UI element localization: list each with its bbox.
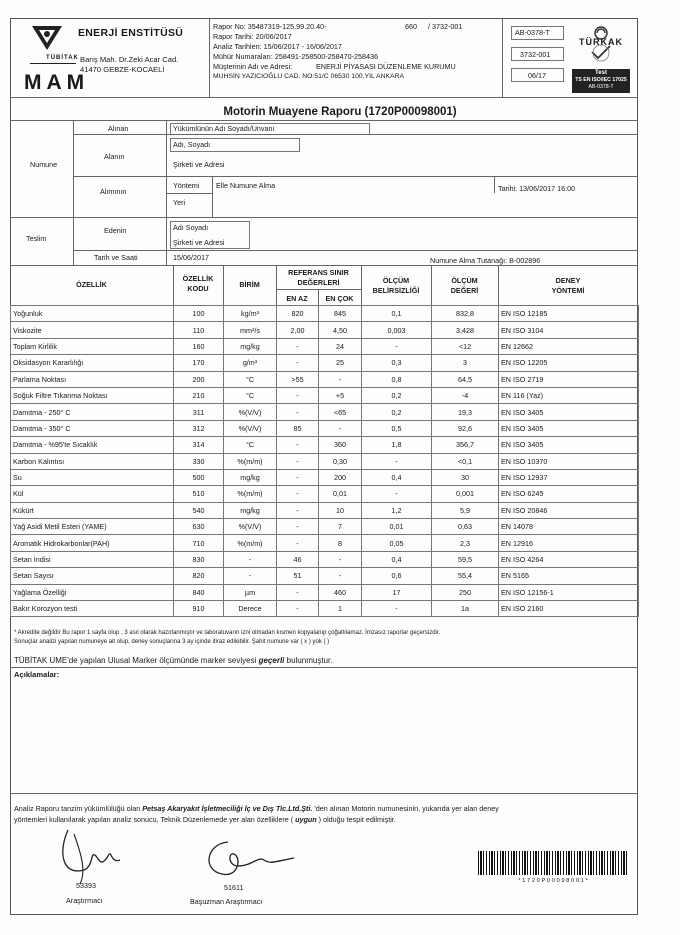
- notes-rule: [10, 667, 638, 668]
- cell-value: 64,5: [432, 371, 499, 387]
- accreditation-note: * Akredite değildir Bu rapor 1 sayfa olup , 3 asıl olarak hazırlanmıştır ve laboratuvarın izni olmadan kısmen kopyalanıp çoğaltılamaz. İmzasız raporlar geçersizdir.: [14, 630, 441, 636]
- researcher-title: Araştırmacı: [66, 896, 103, 905]
- cell-value: <12: [432, 338, 499, 354]
- turkak-logo: [572, 24, 630, 94]
- cell-property: Kükürt: [11, 502, 174, 518]
- taker-company-label: Şirketi ve Adresi: [173, 160, 225, 169]
- cell-uncertainty: -: [362, 453, 432, 469]
- col-divider: [361, 265, 362, 305]
- cell-uncertainty: -: [362, 338, 432, 354]
- cell-value: 19,3: [432, 404, 499, 420]
- cell-max: 8: [319, 535, 362, 551]
- cell-uncertainty: -: [362, 486, 432, 502]
- cell-uncertainty: -: [362, 601, 432, 617]
- row-rule: [73, 176, 638, 177]
- cell-code: 840: [174, 584, 224, 600]
- cell-property: Damıtma - 350° C: [11, 420, 174, 436]
- cell-unit: %(m/m): [224, 535, 277, 551]
- cell-code: 170: [174, 355, 224, 371]
- org-name: TÜBİTAK: [46, 55, 79, 61]
- cell-value: 356,7: [432, 437, 499, 453]
- cell-property: Su: [11, 469, 174, 485]
- cell-property: Setan İndisi: [11, 551, 174, 567]
- cell-uncertainty: 0,2: [362, 404, 432, 420]
- report-number-suffix: 660: [405, 22, 417, 31]
- analysis-dates: Analiz Tarihleri: 15/06/2017 - 16/06/2017: [213, 42, 342, 51]
- cell-value: 3: [432, 355, 499, 371]
- table-row: [11, 519, 639, 535]
- conclusion-line1: [14, 804, 499, 813]
- row-rule: [10, 217, 638, 218]
- institute-address-line1: Barış Mah. Dr.Zeki Acar Cad.: [80, 55, 179, 64]
- cell-min: 51: [277, 568, 319, 584]
- explanations-label: Açıklamalar:: [14, 670, 60, 679]
- cell-property: Yoğunluk: [11, 306, 174, 322]
- conformity-result: uygun: [295, 815, 317, 824]
- cell-uncertainty: 1,2: [362, 502, 432, 518]
- header-divider: [209, 18, 210, 97]
- date-divider: [494, 177, 495, 193]
- received-label: Alınan: [108, 124, 129, 133]
- cell-code: 830: [174, 551, 224, 567]
- cell-method: EN ISO 3405: [499, 437, 639, 453]
- table-row: [11, 601, 639, 617]
- cell-min: -: [277, 519, 319, 535]
- researcher-signature: [56, 826, 126, 888]
- cell-min: -: [277, 404, 319, 420]
- table-row: [11, 437, 639, 453]
- cell-unit: °C: [224, 437, 277, 453]
- cell-code: 100: [174, 306, 224, 322]
- logo-rule: [30, 63, 76, 64]
- cell-value: <0,1: [432, 453, 499, 469]
- table-row: [11, 322, 639, 338]
- header-ref-line2: DEĞERLERİ: [297, 278, 340, 287]
- customer-name: ENERJİ PİYASASI DÜZENLEME KURUMU: [316, 62, 456, 71]
- cell-unit: µm: [224, 584, 277, 600]
- conclusion-line2: [14, 815, 396, 824]
- cell-code: 312: [174, 420, 224, 436]
- marker-result: geçerli: [258, 656, 285, 665]
- cell-max: 1: [319, 601, 362, 617]
- test-badge-line1: Test: [595, 70, 607, 76]
- ref-rule: [276, 289, 361, 290]
- researcher-number: 53393: [76, 881, 96, 890]
- cell-min: 85: [277, 420, 319, 436]
- cell-value: 2,3: [432, 535, 499, 551]
- cell-max: 200: [319, 469, 362, 485]
- place-label: Yeri: [173, 198, 186, 207]
- cell-property: Oksidasyon Kararlılığı: [11, 355, 174, 371]
- cell-method: EN ISO 20846: [499, 502, 639, 518]
- cell-method: EN ISO 3405: [499, 420, 639, 436]
- cell-property: Damıtma - %95'te Sıcaklık: [11, 437, 174, 453]
- sampling-company: Petsaş Akaryakıt İşletmeciliği İç ve Dış Tic.Ltd.Şti.: [142, 804, 313, 813]
- cell-max: 4,50: [319, 322, 362, 338]
- cell-value: 0,001: [432, 486, 499, 502]
- header-ref-line1: REFERANS SINIR: [288, 268, 349, 277]
- results-body: [11, 306, 639, 617]
- cell-property: Toplam Kirlilik: [11, 338, 174, 354]
- header-divider: [502, 18, 503, 97]
- report-title: Motorin Muayene Raporu (1720P00098001): [223, 106, 457, 118]
- cell-unit: mg/kg: [224, 469, 277, 485]
- sampling-protocol: Numune Alma Tutanağı: B-002896: [430, 256, 541, 265]
- cell-unit: %(V/V): [224, 519, 277, 535]
- table-row: [11, 306, 639, 322]
- cell-max: -: [319, 551, 362, 567]
- delivery-date: 15/06/2017: [173, 253, 209, 262]
- cell-value: 5,9: [432, 502, 499, 518]
- row-rule: [73, 250, 638, 251]
- cell-code: 311: [174, 404, 224, 420]
- cell-method: EN ISO 12205: [499, 355, 639, 371]
- table-row: [11, 355, 639, 371]
- cell-uncertainty: 0,003: [362, 322, 432, 338]
- header-value-line1: ÖLÇÜM: [451, 276, 478, 285]
- cell-unit: g/m³: [224, 355, 277, 371]
- cell-max: 0,01: [319, 486, 362, 502]
- objection-note: Sonuçlar analizi yapılan numuneye ait olup, deney sonuçlarına 3 ay içinde itiraz edilebilir. Şahit numune var ( x ) yok ( ): [14, 639, 330, 645]
- cell-unit: °C: [224, 371, 277, 387]
- cell-min: 820: [277, 306, 319, 322]
- conclusion-text2: 'den alınan Motorin numunesinin, yukarıda yer alan deney: [312, 804, 499, 813]
- customer-address: MUHSİN YAZICIOĞLU CAD. NO:51/C 06530 100.YIL ANKARA: [213, 73, 405, 80]
- header-unit: BİRİM: [239, 280, 260, 289]
- barcode-text: * 1 7 2 0 P 0 0 0 9 8 0 0 1 *: [518, 878, 588, 884]
- cell-min: -: [277, 355, 319, 371]
- cell-uncertainty: 1,8: [362, 437, 432, 453]
- cell-property: Damıtma - 250° C: [11, 404, 174, 420]
- cell-code: 210: [174, 387, 224, 403]
- cell-value: 30: [432, 469, 499, 485]
- cell-max: 845: [319, 306, 362, 322]
- test-badge-line2: TS EN ISO/IEC 17025: [575, 77, 627, 83]
- table-row: [11, 338, 639, 354]
- cell-uncertainty: 0,05: [362, 535, 432, 551]
- table-row: [11, 535, 639, 551]
- cell-max: -: [319, 420, 362, 436]
- cell-unit: Derece: [224, 601, 277, 617]
- received-value: Yükümlünün Adı Soyadı/Unvanı: [173, 124, 275, 133]
- giver-name-label: Adı Soyadı: [173, 223, 209, 232]
- institute-name: ENERJİ ENSTİTÜSÜ: [78, 27, 184, 39]
- accreditation-code: AB-0378-T: [515, 28, 550, 37]
- revision: 06/17: [528, 71, 546, 80]
- taker-name-label: Adı, Soyadı: [173, 140, 211, 149]
- header-value-line2: DEĞERİ: [450, 286, 479, 295]
- cell-max: -: [319, 568, 362, 584]
- cell-property: Bakır Korozyon testi: [11, 601, 174, 617]
- mam-logo: MAM: [24, 71, 90, 94]
- table-row: [11, 371, 639, 387]
- cell-uncertainty: 0,4: [362, 469, 432, 485]
- sample-label: Numune: [30, 160, 58, 169]
- cell-property: Kül: [11, 486, 174, 502]
- cell-min: 2,00: [277, 322, 319, 338]
- cell-value: 55,4: [432, 568, 499, 584]
- cell-min: -: [277, 387, 319, 403]
- cell-method: EN ISO 12937: [499, 469, 639, 485]
- chief-title: Başuzman Araştırmacı: [190, 897, 263, 906]
- method-label: Yöntemi: [173, 181, 200, 190]
- cell-value: 92,6: [432, 420, 499, 436]
- giver-company-label: Şirketi ve Adresi: [173, 238, 225, 247]
- cell-method: EN ISO 10370: [499, 453, 639, 469]
- cell-uncertainty: 0,5: [362, 420, 432, 436]
- cell-method: EN 116 (Yaz): [499, 387, 639, 403]
- header-property: ÖZELLİK: [76, 280, 107, 289]
- cell-unit: -: [224, 551, 277, 567]
- cell-value: 1a: [432, 601, 499, 617]
- cell-max: 24: [319, 338, 362, 354]
- cell-uncertainty: 0,4: [362, 551, 432, 567]
- chief-number: 51611: [224, 883, 244, 892]
- table-row: [11, 387, 639, 403]
- report-date: Rapor Tarihi: 20/06/2017: [213, 32, 292, 41]
- cell-method: EN ISO 12156-1: [499, 584, 639, 600]
- cell-method: EN 14078: [499, 519, 639, 535]
- cell-max: 0,30: [319, 453, 362, 469]
- turkak-brand: TÜRKAK: [579, 37, 623, 47]
- cell-code: 910: [174, 601, 224, 617]
- cell-max: 7: [319, 519, 362, 535]
- table-row: [11, 469, 639, 485]
- collection-date: Tarihi: 13/06/2017 16:00: [498, 184, 576, 193]
- cell-unit: %(m/m): [224, 486, 277, 502]
- delivery-label: Teslim: [26, 234, 47, 243]
- collected-label: Alımının: [100, 187, 127, 196]
- table-row: [11, 420, 639, 436]
- cell-min: -: [277, 469, 319, 485]
- cell-property: Parlama Noktası: [11, 371, 174, 387]
- conclusion-text4: ) olduğu tespit edilmiştir.: [316, 815, 396, 824]
- cell-method: EN ISO 4264: [499, 551, 639, 567]
- cell-property: Soğuk Filtre Tıkanma Noktası: [11, 387, 174, 403]
- table-row: [11, 551, 639, 567]
- cell-min: -: [277, 486, 319, 502]
- table-row: [11, 453, 639, 469]
- title-rule-top: [10, 97, 638, 98]
- table-row: [11, 584, 639, 600]
- cell-property: Yağlama Özelliği: [11, 584, 174, 600]
- institute-address-line2: 41470 GEBZE-KOCAELİ: [80, 65, 165, 74]
- cell-unit: °C: [224, 387, 277, 403]
- tubitak-emblem-icon: [30, 22, 64, 52]
- cell-unit: %(V/V): [224, 404, 277, 420]
- header-method-line1: DENEY: [555, 276, 581, 285]
- method-divider: [212, 177, 213, 217]
- chief-signature: [198, 836, 298, 882]
- cell-code: 330: [174, 453, 224, 469]
- cell-max: 360: [319, 437, 362, 453]
- cell-code: 630: [174, 519, 224, 535]
- header-uncertainty-line1: ÖLÇÜM: [382, 276, 410, 285]
- cell-uncertainty: 17: [362, 584, 432, 600]
- cell-unit: mm²/s: [224, 322, 277, 338]
- cell-method: EN 5165: [499, 568, 639, 584]
- cell-min: -: [277, 502, 319, 518]
- cell-method: EN ISO 3405: [499, 404, 639, 420]
- cell-max: +5: [319, 387, 362, 403]
- cell-uncertainty: 0,01: [362, 519, 432, 535]
- cell-method: EN ISO 3104: [499, 322, 639, 338]
- row-rule: [166, 193, 212, 194]
- cell-unit: %(V/V): [224, 420, 277, 436]
- report-number-code: / 3732-001: [428, 22, 463, 31]
- cell-method: EN 12916: [499, 535, 639, 551]
- marker-text: TÜBİTAK UME'de yapılan Ulusal Marker ölçümünde marker seviyesi: [14, 656, 257, 665]
- cell-uncertainty: 0,1: [362, 306, 432, 322]
- cell-code: 510: [174, 486, 224, 502]
- giver-label: Edenin: [104, 226, 127, 235]
- lab-number: 3732-001: [520, 50, 551, 59]
- cell-min: -: [277, 584, 319, 600]
- customer-label: Müşterinin Adı ve Adresi:: [213, 62, 293, 71]
- header-max: EN ÇOK: [325, 294, 354, 303]
- col-divider: [431, 265, 432, 305]
- cell-value: 0,63: [432, 519, 499, 535]
- cell-method: EN ISO 12185: [499, 306, 639, 322]
- conclusion-text3: yöntemleri kullanılarak yapılan analiz sonucu, Teknik Düzenlemede yer alan özelliklere (: [14, 815, 296, 824]
- cell-property: Setan Sayısı: [11, 568, 174, 584]
- cell-method: EN ISO 6245: [499, 486, 639, 502]
- row-rule: [73, 134, 638, 135]
- cell-max: 25: [319, 355, 362, 371]
- taker-label: Alanın: [104, 152, 125, 161]
- datetime-label: Tarih ve Saati: [94, 253, 138, 262]
- conclusion-text1: Analiz Raporu tanzim yükümlülüğü olan: [14, 804, 143, 813]
- col-divider: [498, 265, 499, 305]
- report-barcode: [478, 851, 628, 875]
- cell-min: -: [277, 535, 319, 551]
- cell-property: Viskozite: [11, 322, 174, 338]
- header-code-line2: KODU: [187, 284, 209, 293]
- cell-code: 160: [174, 338, 224, 354]
- cell-code: 200: [174, 371, 224, 387]
- cell-property: Karbon Kalıntısı: [11, 453, 174, 469]
- table-row: [11, 502, 639, 518]
- table-row: [11, 568, 639, 584]
- cell-property: Aromatik Hidrokarbonlar(PAH): [11, 535, 174, 551]
- header-method-line2: YÖNTEMİ: [551, 286, 585, 295]
- cell-code: 540: [174, 502, 224, 518]
- report-number: Rapor No: 35487319-125.99.20.40-: [213, 22, 327, 31]
- cell-unit: %(m/m): [224, 453, 277, 469]
- cell-unit: kg/m³: [224, 306, 277, 322]
- cell-uncertainty: 0,8: [362, 371, 432, 387]
- cell-max: -: [319, 371, 362, 387]
- cell-min: -: [277, 453, 319, 469]
- cell-value: 59,5: [432, 551, 499, 567]
- results-table: [10, 305, 639, 617]
- test-badge-line3: AB-0378-T: [588, 84, 614, 90]
- method-value: Elle Numune Alma: [216, 181, 276, 190]
- cell-value: -4: [432, 387, 499, 403]
- cell-code: 710: [174, 535, 224, 551]
- table-row: [11, 404, 639, 420]
- marker-note: [14, 656, 332, 665]
- marker-end: bulunmuştur.: [286, 656, 333, 665]
- cell-method: EN ISO 2719: [499, 371, 639, 387]
- title-rule-bottom: [10, 120, 638, 121]
- sample-divider: [73, 120, 74, 265]
- cell-max: 10: [319, 502, 362, 518]
- cell-unit: mg/kg: [224, 338, 277, 354]
- cell-method: EN ISO 2160: [499, 601, 639, 617]
- cell-uncertainty: 0,3: [362, 355, 432, 371]
- header-uncertainty-line2: BELİRSİZLİĞİ: [372, 286, 420, 295]
- cell-unit: -: [224, 568, 277, 584]
- cell-uncertainty: 0,2: [362, 387, 432, 403]
- cell-min: >55: [277, 371, 319, 387]
- header-code-line1: ÖZELLİK: [182, 274, 214, 283]
- cell-value: 832,8: [432, 306, 499, 322]
- cell-max: <65: [319, 404, 362, 420]
- seal-numbers: Mühür Numaraları: 258491-258500-258470-258436: [213, 52, 379, 61]
- cell-min: -: [277, 601, 319, 617]
- cell-max: 460: [319, 584, 362, 600]
- results-header: [10, 265, 638, 306]
- cell-min: 46: [277, 551, 319, 567]
- cell-value: 250: [432, 584, 499, 600]
- cell-min: -: [277, 338, 319, 354]
- cell-method: EN 12662: [499, 338, 639, 354]
- cell-code: 314: [174, 437, 224, 453]
- cell-property: Yağ Asidi Metil Esteri (YAME): [11, 519, 174, 535]
- header-min: EN AZ: [286, 294, 308, 303]
- taker-name-field: [170, 138, 300, 152]
- table-row: [11, 486, 639, 502]
- cell-uncertainty: 0,6: [362, 568, 432, 584]
- conclusion-rule: [10, 793, 638, 794]
- cell-code: 500: [174, 469, 224, 485]
- cell-code: 820: [174, 568, 224, 584]
- cell-value: 3,428: [432, 322, 499, 338]
- cell-code: 110: [174, 322, 224, 338]
- cell-unit: mg/kg: [224, 502, 277, 518]
- cell-min: -: [277, 437, 319, 453]
